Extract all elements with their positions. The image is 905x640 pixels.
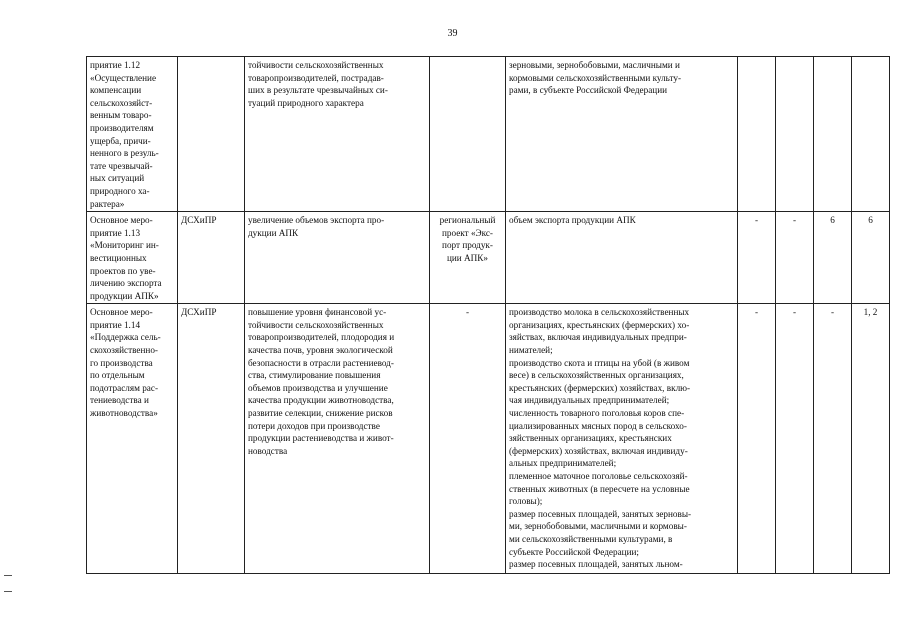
expected-result-text: увеличение объемов экспорта про- дукции АПК [248, 215, 385, 238]
value-cell [814, 57, 852, 212]
project-link-cell [430, 304, 506, 574]
margin-mark [4, 591, 12, 592]
value-cell: - [814, 304, 852, 574]
executor-cell [178, 212, 245, 304]
indicator-text: зерновыми, зернобобовыми, масличными и кормовыми сельскохозяйственными культу- рами, в субъекте Российской Федерации [509, 60, 682, 96]
value-cell [776, 57, 814, 212]
value-cell: 6 [852, 212, 890, 304]
indicator-cell [506, 212, 738, 304]
expected-result-text: тойчивости сельскохозяйственных товаропроизводителей, пострадав- ших в результате чрезвычайных си- туаций природного характера [248, 60, 388, 108]
value-cell: - [738, 304, 776, 574]
table-row [87, 57, 890, 212]
value-cell [852, 57, 890, 212]
project-link-cell [430, 57, 506, 212]
indicator-cell [506, 304, 738, 574]
indicator-cell [506, 57, 738, 212]
executor-text: ДСХиПР [181, 215, 217, 226]
table-row [87, 304, 890, 574]
value-cell: 6 [814, 212, 852, 304]
expected-result-cell [245, 212, 430, 304]
measure-name-text: приятие 1.12 «Осуществление компенсации сельскохозяйст- венным товаро- производителям ущерба, причи- ненного в резуль- тате чрезвычай- ных ситуаций природного ха- рактера» [90, 60, 159, 209]
page-number: 39 [447, 28, 458, 39]
executor-text: ДСХиПР [181, 307, 217, 318]
indicator-text: производство молока в сельскохозяйственных организациях, крестьянских (фермерских) хо- зяйствах, включая индивидуальных предпри- нимателей; производство скота и птицы на убой (в живом весе) в сельскохозяйственных организациях, крестьянских (фермерских) хозяйствах, вклю- чая индивидуальных предпринимателей; численность товарного поголовья коров спе- циализированных мясных пород в сельскохо- зяйственных организациях, крестьянских (фермерских) хозяйствах, включая индивиду- альных предпринимателей; племенное маточное поголовье сельскохозяй- ственных животных (в пересчете на условные головы); размер посевных площадей, занятых зерновы- ми, зернобобовыми, масличными и кормовы- ми сельскохозяйственными культурами, в субъекте Российской Федерации; размер посевных площадей, занятых льном- [509, 307, 692, 570]
project-link-text: - [465, 307, 470, 318]
indicator-text: объем экспорта продукции АПК [509, 215, 636, 226]
measure-name-text: Основное меро- приятие 1.14 «Поддержка сель- скохозяйственно- го производства по отдельным подотраслям рас- тениеводства и животноводства» [90, 307, 161, 419]
measure-name-text: Основное меро- приятие 1.13 «Мониторинг ин- вестиционных проектов по уве- личению экспорта продукции АПК» [90, 215, 162, 301]
measure-name-cell [87, 212, 178, 304]
expected-result-cell [245, 304, 430, 574]
measure-name-cell [87, 304, 178, 574]
measure-name-cell [87, 57, 178, 212]
table-row [87, 212, 890, 304]
project-link-cell [430, 212, 506, 304]
value-cell: 1, 2 [852, 304, 890, 574]
value-cell: - [776, 304, 814, 574]
value-cell: - [738, 212, 776, 304]
executor-cell [178, 304, 245, 574]
value-cell: - [776, 212, 814, 304]
project-link-text: региональный проект «Экс- порт продук- ции АПК» [439, 215, 496, 263]
margin-mark [4, 575, 12, 576]
executor-cell [178, 57, 245, 212]
value-cell [738, 57, 776, 212]
expected-result-text: повышение уровня финансовой ус- тойчивости сельскохозяйственных товаропроизводителей, плодородия и качества почв, уровня экологической безопасности в отрасли растениевод- ства, стимулирование повышения объемов производства и улучшение качества продукции животноводства, развитие селекции, снижение рисков потери доходов при производстве продукции растениеводства и живот- новодства [248, 307, 395, 456]
expected-result-cell [245, 57, 430, 212]
measures-table [86, 56, 890, 574]
